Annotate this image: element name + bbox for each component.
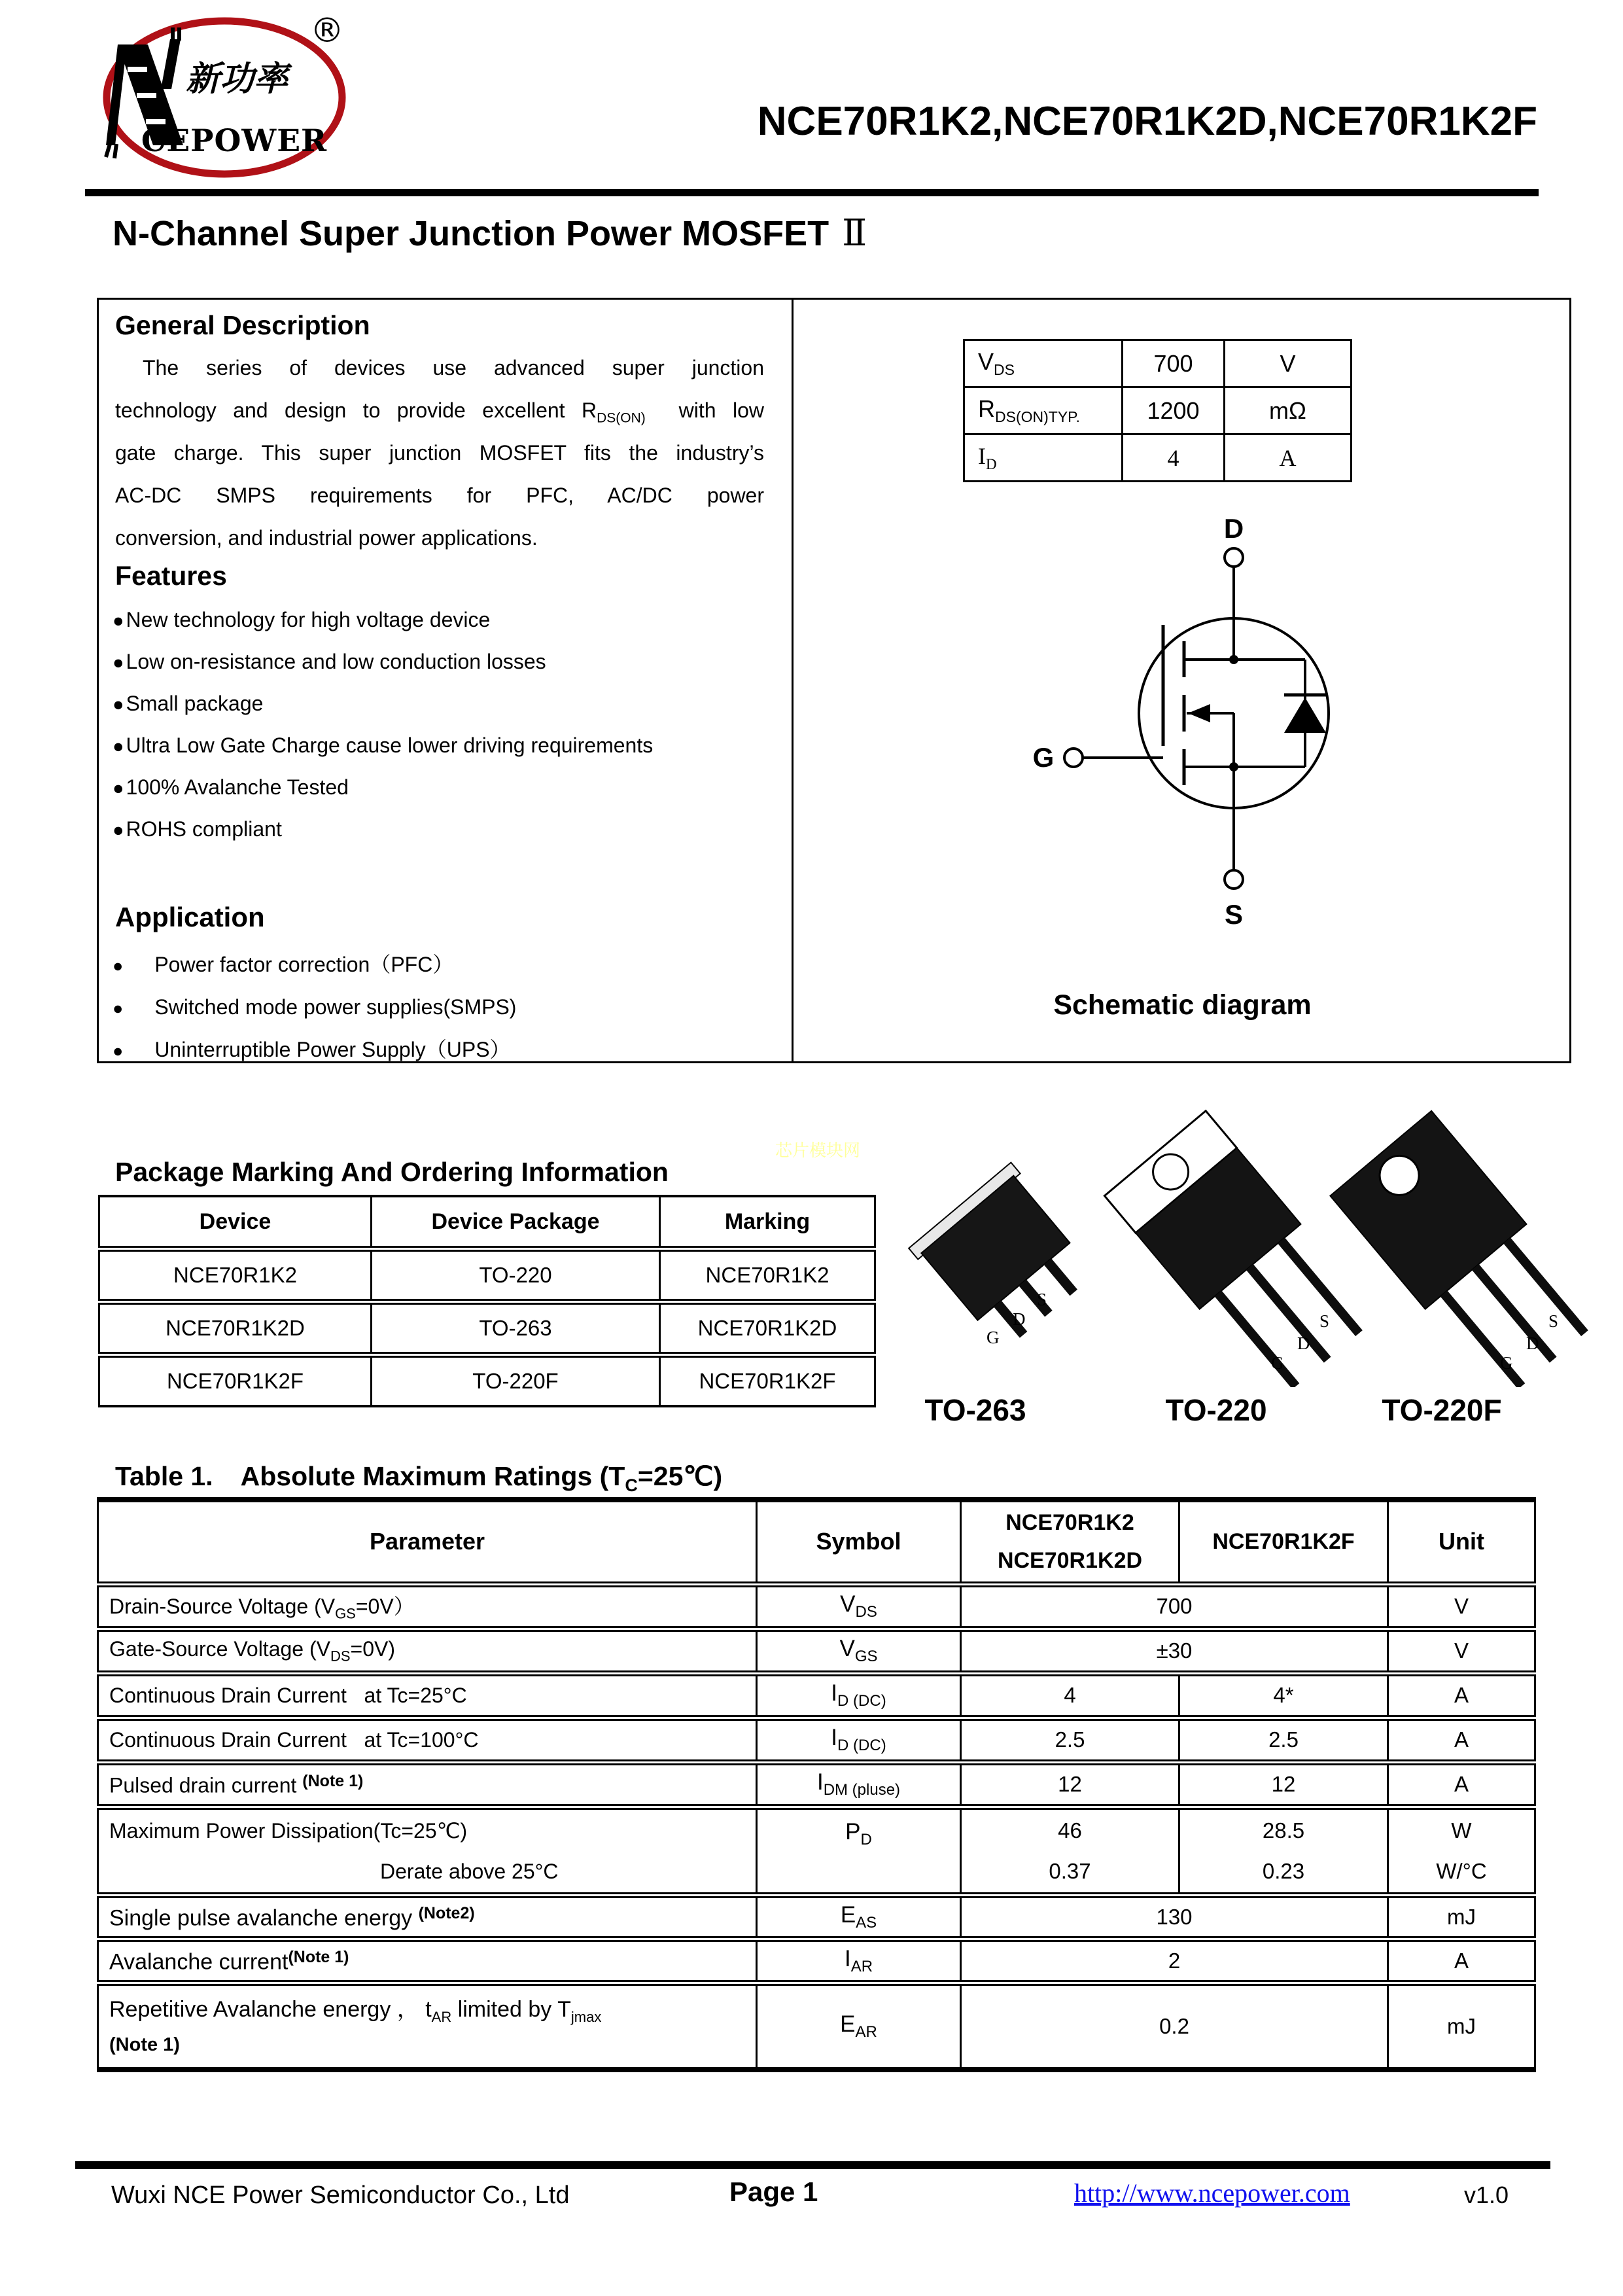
cell: ±30: [961, 1629, 1388, 1673]
panel-divider: [792, 298, 794, 1063]
cell: 12: [1179, 1762, 1388, 1807]
bullet-icon: ●: [113, 820, 124, 841]
pin-label: G: [986, 1328, 1000, 1347]
watermark-text: 芯片模块网: [775, 1140, 861, 1160]
cell: 2: [961, 1939, 1388, 1983]
gd-line: conversion, and industrial power applications.: [115, 526, 538, 550]
cell: NCE70R1K2D: [99, 1302, 372, 1355]
cell: $I_{D (DC)}$: [757, 1673, 961, 1718]
cell: Continuous Drain Current at Tc=25°C: [98, 1673, 757, 1718]
table-row: [98, 1762, 1535, 1807]
cell: A: [1388, 1762, 1535, 1807]
table-row: [99, 1249, 875, 1302]
page-title-numeral: Ⅱ: [842, 212, 867, 255]
table-row: [964, 340, 1352, 387]
cell: A: [1388, 1939, 1535, 1983]
cell: $I_{AR}$: [757, 1939, 961, 1983]
table-row: [964, 434, 1352, 482]
column-header: Marking: [660, 1196, 875, 1249]
list-item: ● Power factor correction（PFC）: [113, 953, 454, 976]
mosfet-schematic: [1007, 484, 1452, 936]
cell: 4: [961, 1673, 1179, 1718]
drain-label: D: [1223, 513, 1244, 544]
table-row: [98, 1584, 1535, 1629]
cell: NCE70R1K2: [660, 1249, 875, 1302]
pin-label: D: [1297, 1333, 1310, 1353]
cell: Avalanche current$^{(Note 1)}$: [98, 1939, 757, 1983]
column-header: Parameter: [98, 1500, 757, 1584]
drain-terminal: [1225, 548, 1243, 567]
document-title: NCE70R1K2,NCE70R1K2D,NCE70R1K2F: [757, 99, 1537, 144]
ratings-table-title: Table 1. Absolute Maximum Ratings $(T_C=25℃)$: [115, 1461, 723, 1496]
table-row: [98, 1983, 1535, 2070]
gd-line: The series of devices use advanced super junction: [143, 356, 764, 380]
cell: Single pulse avalanche energy $^{(Note2)}$: [98, 1895, 757, 1939]
registered-mark-icon: ®: [310, 11, 344, 50]
cell: $V_{GS}$: [757, 1629, 961, 1673]
cell: 700: [1123, 340, 1225, 387]
cell: 2.5: [1179, 1718, 1388, 1762]
features-heading: Features: [115, 561, 227, 591]
table-header-row: [98, 1500, 1535, 1584]
cell: V: [1225, 340, 1352, 387]
cell: $R_{DS(ON)TYP.}$: [964, 387, 1123, 434]
table-row: [99, 1302, 875, 1355]
table-row: [98, 1673, 1535, 1718]
logo-chinese-text: 新功率: [185, 60, 288, 99]
column-header: Symbol: [757, 1500, 961, 1584]
cell: $V_{DS}$: [964, 340, 1123, 387]
cell: Repetitive Avalanche energy ， $t_{AR}$ limited by $T_{jmax}$ (Note 1): [98, 1983, 757, 2070]
cell: mJ: [1388, 1895, 1535, 1939]
package-caption: TO-263: [924, 1393, 1026, 1427]
list-item: ●Ultra Low Gate Charge cause lower driving requirements: [113, 733, 654, 757]
bullet-icon: ●: [113, 778, 124, 799]
cell: mΩ: [1225, 387, 1352, 434]
cell: NCE70R1K2: [99, 1249, 372, 1302]
cell: A: [1388, 1718, 1535, 1762]
bullet-icon: ●: [113, 610, 124, 631]
cell: 0.2: [961, 1983, 1388, 2070]
ncepower-logo: [84, 10, 358, 184]
bullet-icon: ●: [113, 956, 124, 976]
application-heading: Application: [115, 902, 265, 932]
body-diode: [1284, 698, 1326, 733]
bullet-icon: ●: [113, 1041, 124, 1061]
cell: 12: [961, 1762, 1179, 1807]
cell: mJ: [1388, 1983, 1535, 2070]
column-header: Device: [99, 1196, 372, 1249]
cell: TO-220: [372, 1249, 660, 1302]
website-link[interactable]: http://www.ncepower.com: [1074, 2178, 1350, 2208]
cell: TO-263: [372, 1302, 660, 1355]
cell: 130: [961, 1895, 1388, 1939]
cell: $I_D$: [964, 434, 1123, 482]
footer-website: [1074, 2178, 1350, 2208]
footer-page-number: Page 1: [729, 2176, 818, 2207]
gd-line: technology and design to provide excellent $R_{DS(ON)}$ with low: [115, 398, 765, 426]
gate-label: G: [1032, 742, 1055, 773]
page-title: [113, 212, 867, 255]
cell: $I_{D (DC)}$: [757, 1718, 961, 1762]
to263-package-image: [890, 1142, 1106, 1364]
source-terminal: [1225, 870, 1243, 889]
bullet-icon: ●: [113, 652, 124, 673]
cell: TO-220F: [372, 1355, 660, 1407]
cell: Continuous Drain Current at Tc=100°C: [98, 1718, 757, 1762]
table-row: [98, 1895, 1535, 1939]
pin-label: S: [1548, 1311, 1559, 1331]
gd-line: AC-DC SMPS requirements for PFC, AC/DC power: [115, 484, 764, 507]
absolute-maximum-ratings-table: [97, 1497, 1536, 2072]
cell: NCE70R1K2F: [99, 1355, 372, 1407]
table-row: [98, 1939, 1535, 1983]
pin-label: G: [1271, 1353, 1284, 1373]
cell: 4*: [1179, 1673, 1388, 1718]
general-description-paragraph: [115, 347, 764, 559]
schematic-caption: Schematic diagram: [1053, 989, 1312, 1021]
header-divider: [85, 189, 1539, 196]
pin-label: S: [1037, 1290, 1047, 1309]
table-row: [98, 1718, 1535, 1762]
list-item: ●Low on-resistance and low conduction losses: [113, 650, 546, 673]
cell: A: [1388, 1673, 1535, 1718]
cell: 4: [1123, 434, 1225, 482]
pin-label: D: [1526, 1333, 1539, 1353]
to220f-package-image: [1312, 1106, 1593, 1387]
footer-version: v1.0: [1464, 2181, 1509, 2208]
list-item: ● Switched mode power supplies(SMPS): [113, 995, 517, 1019]
cell: 1200: [1123, 387, 1225, 434]
pin-label: G: [1500, 1353, 1513, 1373]
cell: $P_D$: [757, 1807, 961, 1895]
cell: Maximum Power Dissipation(Tc=25℃) Derate above 25°C: [98, 1807, 757, 1895]
bullet-icon: ●: [113, 998, 124, 1018]
cell: A: [1225, 434, 1352, 482]
cell: W W/°C: [1388, 1807, 1535, 1895]
column-header: NCE70R1K2F: [1179, 1500, 1388, 1584]
package-caption: TO-220F: [1382, 1393, 1502, 1427]
features-list: [113, 599, 653, 850]
general-description-heading: General Description: [115, 310, 370, 340]
source-label: S: [1224, 899, 1244, 930]
cell: $E_{AS}$: [757, 1895, 961, 1939]
cell: Gate-Source Voltage $(V_{DS}=0V)$: [98, 1629, 757, 1673]
bullet-icon: ●: [113, 694, 124, 715]
table-row: [964, 387, 1352, 434]
logo-latin-text: CEPOWER: [141, 123, 328, 159]
cell: Pulsed drain current $^{(Note 1)}$: [98, 1762, 757, 1807]
cell: 700: [961, 1584, 1388, 1629]
list-item: ●New technology for high voltage device: [113, 608, 491, 631]
package-caption: TO-220: [1165, 1393, 1267, 1427]
page-title-text: N-Channel Super Junction Power MOSFET: [113, 214, 829, 253]
cell: 46 0.37: [961, 1807, 1179, 1895]
application-list: [113, 944, 516, 1071]
column-header: NCE70R1K2 NCE70R1K2D: [961, 1500, 1179, 1584]
gate-terminal: [1064, 749, 1083, 767]
column-header: Unit: [1388, 1500, 1535, 1584]
cell: 2.5: [961, 1718, 1179, 1762]
cell: NCE70R1K2F: [660, 1355, 875, 1407]
cell: $E_{AR}$: [757, 1983, 961, 2070]
table-row: [99, 1355, 875, 1407]
cell: 28.5 0.23: [1179, 1807, 1388, 1895]
package-table: [98, 1195, 876, 1407]
cell: Drain-Source Voltage $(V_{GS}=0V)$: [98, 1584, 757, 1629]
table-row: [98, 1807, 1535, 1895]
list-item: ●Small package: [113, 692, 264, 715]
mosfet-arrow: [1188, 704, 1210, 722]
list-item: ● Uninterruptible Power Supply（UPS）: [113, 1038, 511, 1061]
table-row: [98, 1629, 1535, 1673]
cell: V: [1388, 1584, 1535, 1629]
pin-label: S: [1319, 1311, 1330, 1331]
cell: NCE70R1K2D: [660, 1302, 875, 1355]
bullet-icon: ●: [113, 736, 124, 757]
list-item: ●ROHS compliant: [113, 817, 282, 841]
cell: $I_{DM (pluse)}$: [757, 1762, 961, 1807]
table-row: [99, 1196, 875, 1249]
cell: V: [1388, 1629, 1535, 1673]
cell: $V_{DS}$: [757, 1584, 961, 1629]
list-item: ●100% Avalanche Tested: [113, 775, 349, 799]
footer-divider: [75, 2161, 1550, 2169]
package-section-heading: Package Marking And Ordering Information: [115, 1157, 669, 1187]
footer-company: Wuxi NCE Power Semiconductor Co., Ltd: [111, 2181, 570, 2209]
pin-label: D: [1013, 1309, 1026, 1329]
key-specs-table: [963, 339, 1352, 482]
gd-line: gate charge. This super junction MOSFET fits the industry’s: [115, 441, 764, 465]
column-header: Device Package: [372, 1196, 660, 1249]
